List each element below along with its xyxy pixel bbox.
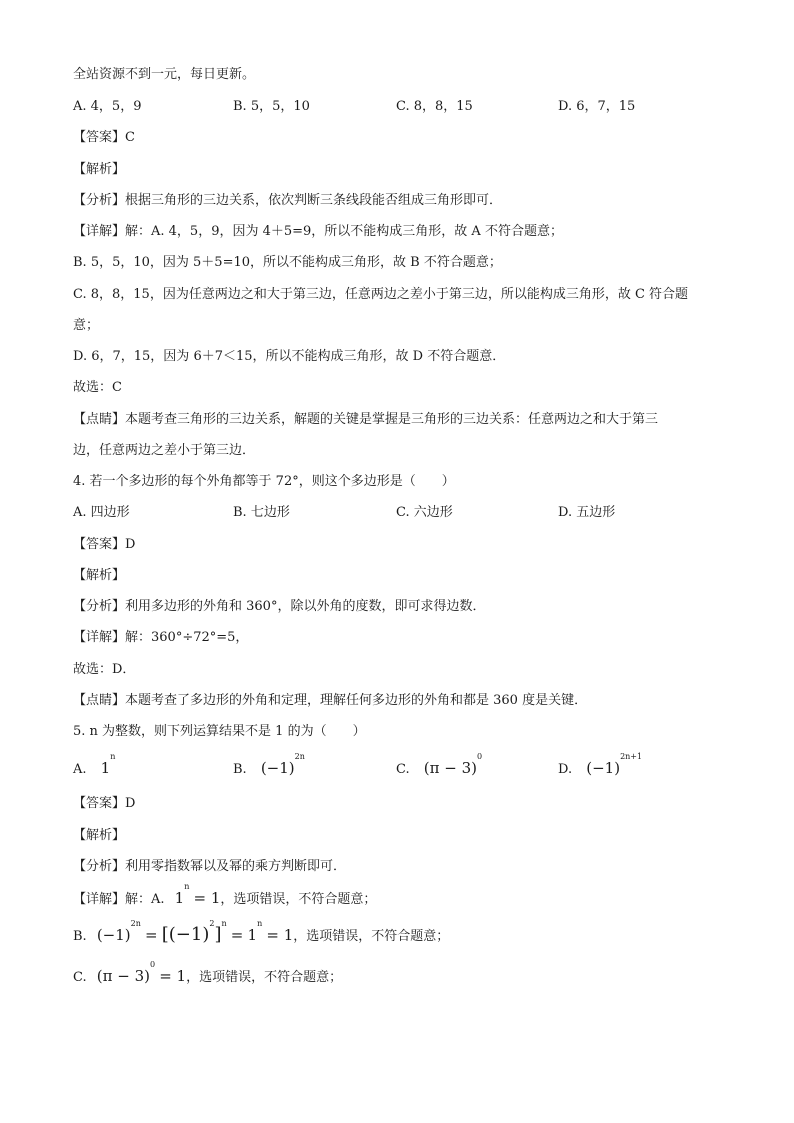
q5-b-math-outer-sup: n <box>221 919 227 928</box>
q5-option-a-expr: 1 <box>100 759 111 777</box>
q3-dianjing-2: 边，任意两边之差小于第三边． <box>73 443 256 458</box>
q3-dianjing-1: 【点睛】本题考查三角形的三边关系，解题的关键是掌握是三角形的三边关系：任意两边之和大于第三 <box>73 412 659 427</box>
q3-option-d: D. 6，7，15 <box>558 99 636 114</box>
q4-fenxi: 【分析】利用多边形的外角和 360°，除以外角的度数，即可求得边数． <box>73 599 486 614</box>
q5-b-math-tail-eq: = <box>230 926 244 944</box>
q5-b-math-eq: = <box>145 926 158 944</box>
q5-xiangjie-prefix: 【详解】解：A. <box>73 892 165 907</box>
q5-xiangjie-a <box>73 882 377 909</box>
q4-option-a: A. 四边形 <box>73 505 130 520</box>
q5-b-math-inner-close: ] <box>214 924 222 945</box>
q4-answer: 【答案】D <box>73 537 136 552</box>
q5-b-math-tail-base: 1 <box>247 926 258 944</box>
q5-option-c <box>396 752 483 779</box>
q5-jiexi: 【解析】 <box>73 828 126 843</box>
q5-b-label: B. <box>73 929 87 944</box>
q3-xiangjie-a: 【详解】解：A. 4，5，9，因为 4＋5=9，所以不能构成三角形，故 A 不符合题意； <box>73 224 563 239</box>
q5-xiangjie-b <box>73 919 450 946</box>
q3-option-b: B. 5，5，10 <box>233 99 310 114</box>
q3-xiangjie-b: B. 5，5，10，因为 5＋5=10，所以不能构成三角形，故 B 不符合题意； <box>73 255 502 270</box>
q4-xiangjie: 【详解】解：360°÷72°=5， <box>73 630 249 645</box>
q5-option-b-label: B. <box>233 762 247 777</box>
q5-c-label: C. <box>73 970 87 985</box>
q3-answer: 【答案】C <box>73 130 135 145</box>
q5-c-math: (π − 3) <box>96 967 150 985</box>
q3-fenxi: 【分析】根据三角形的三边关系，依次判断三条线段能否组成三角形即可． <box>73 193 503 208</box>
q5-c-suffix: ，选项错误，不符合题意； <box>186 970 343 985</box>
q5-xiangjie-a-suffix: ，选项错误，不符合题意； <box>220 892 377 907</box>
q5-stem: 5. n 为整数，则下列运算结果不是 1 的为（ ） <box>73 724 366 739</box>
q3-jiexi: 【解析】 <box>73 162 126 177</box>
q5-option-d <box>558 752 643 779</box>
q5-option-b-sup: 2n <box>294 752 305 761</box>
q3-xiangjie-d: D. 6，7，15，因为 6＋7＜15，所以不能构成三角形，故 D 不符合题意． <box>73 349 506 364</box>
q5-option-a <box>73 752 116 779</box>
q5-b-math-inner: [(−1) <box>161 924 210 945</box>
q5-b-suffix: ，选项错误，不符合题意； <box>293 929 450 944</box>
q5-option-b-expr: (−1) <box>260 759 295 777</box>
q4-stem: 4. 若一个多边形的每个外角都等于 72°，则这个多边形是（ ） <box>73 474 455 489</box>
q5-option-c-label: C. <box>396 762 410 777</box>
q4-dianjing: 【点睛】本题考查了多边形的外角和定理，理解任何多边形的外角和都是 360 度是关键． <box>73 693 588 708</box>
q5-b-math-tail-end: = 1 <box>266 926 294 944</box>
q5-b-math-tail-sup: n <box>257 919 263 928</box>
q5-option-a-sup: n <box>110 752 116 761</box>
q5-xiangjie-a-base: 1 <box>174 889 185 907</box>
q5-option-b <box>233 752 305 779</box>
q5-option-d-label: D. <box>558 762 573 777</box>
q3-option-c: C. 8，8，15 <box>396 99 473 114</box>
q5-option-d-sup: 2n+1 <box>620 752 643 761</box>
q4-option-c: C. 六边形 <box>396 505 453 520</box>
q5-c-math-sup: 0 <box>149 960 156 969</box>
q5-fenxi: 【分析】利用零指数幂以及幂的乘方判断即可． <box>73 859 347 874</box>
header-note: 全站资源不到一元，每日更新。 <box>73 67 256 82</box>
q5-xiangjie-a-sup: n <box>184 882 190 891</box>
q5-option-c-expr: (π − 3) <box>423 759 477 777</box>
q5-option-c-sup: 0 <box>476 752 483 761</box>
q5-b-math: (−1) <box>96 926 131 944</box>
q5-b-math-sup: 2n <box>130 919 141 928</box>
q5-answer: 【答案】D <box>73 796 136 811</box>
q5-option-a-label: A. <box>73 762 87 777</box>
q3-option-a: A. 4，5，9 <box>73 99 142 114</box>
q4-guxuan: 故选：D． <box>73 662 136 677</box>
q5-c-math-eq: = 1 <box>159 967 187 985</box>
q5-option-d-expr: (−1) <box>586 759 621 777</box>
q5-xiangjie-c <box>73 960 343 987</box>
q4-jiexi: 【解析】 <box>73 568 126 583</box>
q4-option-d: D. 五边形 <box>558 505 616 520</box>
q3-guxuan: 故选：C <box>73 380 122 395</box>
q3-xiangjie-c2: 意； <box>73 318 100 333</box>
q5-xiangjie-a-rest: = 1 <box>193 889 221 907</box>
q4-option-b: B. 七边形 <box>233 505 290 520</box>
q3-xiangjie-c1: C. 8，8，15，因为任意两边之和大于第三边，任意两边之差小于第三边，所以能构成三角形，故 C 符合题 <box>73 287 689 302</box>
q5-b-math-inner-sup: 2 <box>209 919 215 928</box>
